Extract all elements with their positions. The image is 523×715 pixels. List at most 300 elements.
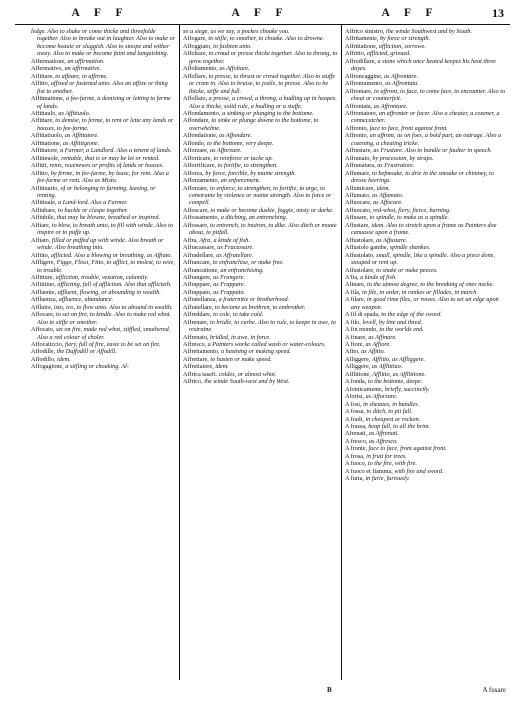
headword: Affritto, (345, 50, 366, 58)
dictionary-entry (183, 356, 338, 363)
definition: Afra, a kinde of fish. (199, 236, 250, 244)
headword: Afforza, (183, 169, 204, 177)
dictionary-entry (183, 259, 338, 266)
dictionary-entry (183, 222, 338, 237)
headword: A frosa, (345, 452, 365, 460)
definition: to enforce, to strengthen, to fortifie, to urge, to constraine by violence or maine strength. Also to force or compell. (189, 184, 332, 207)
definition: to croud or presse thicke together. Also to throng, to grow together. (189, 50, 338, 65)
definition: to affront, to face, to come face, to encounter. Also to cheat or counterfeit. (351, 87, 506, 103)
column-right (345, 28, 508, 680)
dictionary-entry (345, 334, 508, 341)
dictionary-entry (31, 95, 176, 110)
headword: Afito, (345, 348, 360, 356)
definition: to ditch, to pit fall. (366, 408, 413, 416)
headword: Affittatore, (31, 147, 59, 155)
definition: rents, reuenewes or profits of lands or houses. (49, 162, 164, 170)
headword: Affiubare, (31, 206, 57, 214)
dictionary-entry (31, 348, 176, 355)
headword: Affodille, (31, 348, 56, 356)
definition: to affeare, to affirme. (55, 72, 108, 80)
definition: to make or become duskie, foggie, misty or darke. (210, 206, 334, 214)
dictionary-entry (183, 311, 338, 318)
definition: as Affondare. (218, 132, 252, 140)
dictionary-entry (31, 326, 176, 341)
definition: as Affittuolo. (58, 109, 91, 117)
headword: Affiubile, (31, 214, 56, 222)
definition: Figgo, Flissi, Fitto, to afflict, to molest, to vexe, to trouble. (37, 259, 175, 274)
headword: Affermatione, (31, 57, 66, 65)
definition: as Affrontare. (373, 102, 408, 110)
definition: to stifle, to smother, to choake. Also to drowne. (208, 35, 325, 43)
dictionary-entry (183, 43, 338, 50)
definition: as Frappato. (213, 288, 246, 296)
dictionary-entry (345, 311, 508, 318)
definition: so a siege, as we say, a pockes choake you. (183, 28, 290, 35)
dictionary-entry (345, 393, 508, 400)
dictionary-entry (31, 155, 176, 162)
headword: Affronto, (345, 132, 369, 140)
definition: to cole, to take cold. (213, 311, 264, 319)
definition: a Painters worke called wash or water-colours. (207, 341, 326, 349)
column-left (31, 28, 176, 680)
headword: Affustolare, (345, 266, 375, 274)
definition: a kinde of fish. (360, 273, 397, 281)
headword: Afinare, (345, 281, 366, 289)
headword: Affuocare, (345, 199, 372, 207)
headword: Affresco, (183, 341, 207, 349)
page-header (15, 6, 510, 24)
dictionary-entry (345, 408, 508, 415)
dictionary-entry (345, 147, 508, 154)
definition: that may be blowne, breathed or inspired. (56, 214, 161, 222)
dictionary-entry (345, 73, 508, 80)
dictionary-entry (31, 363, 176, 370)
dictionary-entry (31, 296, 176, 303)
definition: the winde South-west and by West. (204, 378, 290, 386)
definition: as Affitto. (361, 348, 386, 356)
dictionary-entry (345, 214, 508, 221)
headword: Affrancatione, (183, 266, 219, 274)
dictionary-entry (31, 132, 176, 139)
definition: in good rime files, or rowes. Also to set an edge upon any weapon. (351, 296, 499, 311)
definition: the Daffodill or Affodill. (56, 348, 117, 356)
headword: A fronte, (345, 445, 367, 453)
headword: Affrancare, (183, 259, 212, 267)
definition: the winde Southwest and by South. (385, 28, 472, 35)
dictionary-entry (345, 475, 508, 482)
headword: Affrappato, (183, 288, 212, 296)
headword: Affitti, (31, 162, 48, 170)
dictionary-entry (345, 274, 508, 281)
dictionary-entry (183, 28, 338, 35)
dictionary-entry (345, 155, 508, 162)
dictionary-entry (183, 371, 338, 378)
dictionary-entry (345, 453, 508, 460)
dictionary-entry (345, 192, 508, 199)
headword: Affittuario, (31, 184, 59, 192)
dictionary-entry (345, 416, 508, 423)
headword: Affra, (183, 236, 198, 244)
headword: Affrunato, (345, 154, 371, 162)
dictionary-entry (31, 207, 176, 214)
definition: idem. (215, 363, 229, 371)
definition: as Frustratore. (377, 162, 415, 170)
dictionary-entry (345, 222, 508, 237)
definition: an affirmative. (64, 65, 102, 73)
dictionary-entry (183, 304, 338, 311)
headword: A filare, (345, 296, 366, 304)
dictionary-entry (31, 252, 176, 259)
definition: by procession, by straps. (372, 154, 434, 162)
dictionary-entry (31, 214, 176, 221)
headword: A fil di spada, (345, 311, 380, 319)
dictionary-entry (31, 117, 176, 132)
headword: Affittaulo, (31, 109, 57, 117)
headword: Affuocato, (345, 206, 372, 214)
definition: afflicted, grieued. (366, 50, 411, 58)
dictionary-entry (31, 356, 176, 363)
definition: as Affrenati. (368, 430, 399, 438)
headword: Affogagione, (31, 363, 64, 371)
headword: Affumato, (345, 191, 371, 199)
definition: to the bottome, deepe. (367, 378, 423, 386)
definition: to fashion unto. (213, 42, 252, 50)
dictionary-entry (31, 73, 176, 80)
headword: Affondare, (183, 117, 210, 125)
dictionary-entry (345, 103, 508, 110)
dictionary-entry (183, 289, 338, 296)
definition: a Farmer, a Landlord. Also a tenent of lands. (60, 147, 172, 155)
dictionary-entry (345, 326, 508, 333)
definition: afflicted. Also a blowing or breathing, as Affiato. (50, 251, 173, 259)
headword: Afforzare, (183, 184, 209, 192)
definition: bridled, in awe, in force. (210, 333, 271, 341)
definition: a ditching, an entrenching. (220, 214, 288, 222)
dictionary-entry (345, 28, 508, 35)
headword: Affustolo gambe, (345, 244, 389, 252)
dictionary-entry (345, 267, 508, 274)
dictionary-entry (345, 207, 508, 214)
headword: Affoggiato, (183, 42, 212, 50)
headword: Affocare, (31, 311, 55, 319)
headword: Afforticare, (183, 154, 212, 162)
headword: Affustolare, (345, 236, 375, 244)
page-footer (15, 686, 510, 700)
definition: rentable, that is or may be let or rented. (61, 154, 160, 162)
headword: Affittatione, (31, 139, 62, 147)
headword: Affluire, (31, 303, 53, 311)
definition: to hasten or make speed. (210, 355, 272, 363)
definition: in fruit for trees. (366, 452, 407, 460)
headword: A fin mondo, (345, 326, 378, 334)
definition: set on fire, made red whot, stiffled, smothered. Also a red colour of choler. (37, 326, 171, 341)
dictionary-entry (183, 267, 338, 274)
headword: A fonda, (345, 378, 367, 386)
definition: as Affocare. (373, 199, 403, 207)
definition: idem. Also to stretch upon a frame as Painters doe canuasse upon a frame. (351, 221, 497, 237)
dictionary-entry (345, 110, 508, 125)
dictionary-entry (31, 222, 176, 237)
definition: in furie, furiously. (365, 475, 410, 483)
headword: Affrettatore, (183, 363, 214, 371)
definition: a stifling or choaking. Al- (65, 363, 129, 371)
definition: with fire and sword. (394, 467, 444, 475)
dictionary-entry (345, 348, 508, 355)
dictionary-entry (183, 274, 338, 281)
definition: as Affittigione. (62, 139, 100, 147)
running-head-center: A F F (231, 7, 289, 19)
headword: Affrica taseft. (183, 370, 218, 378)
headword: Affittatiuolo, (31, 132, 64, 140)
headword: Affocato, (31, 326, 55, 334)
headword: Affitto, (31, 80, 50, 88)
headword: Affollare, (183, 72, 208, 80)
headword: Affligere, (31, 259, 56, 267)
dictionary-entry (31, 281, 176, 288)
headword: Affondamento, (183, 109, 221, 117)
headword: Affrangere, (183, 273, 212, 281)
dictionary-entry (31, 58, 176, 65)
headword: Affrico sinistro, (345, 28, 385, 35)
column-rule-1 (179, 24, 180, 680)
dictionary-entry (345, 423, 508, 430)
dictionary-entry (345, 460, 508, 467)
headword: A fuoco, (345, 460, 367, 468)
headword: Affittare, (31, 117, 54, 125)
headword: Affratellanza, (183, 296, 218, 304)
column-rule-2 (341, 24, 342, 680)
dictionary-entry (31, 28, 176, 58)
definition: to demise, to ferme, to rent or lette any lands or houses, to fee-farme. (37, 117, 174, 132)
headword: Affoscare, (183, 206, 209, 214)
headword: Affiittiuo, (31, 281, 56, 289)
dictionary-entry (345, 199, 508, 206)
dictionary-entry (183, 132, 338, 139)
dictionary-entry (183, 147, 338, 154)
headword: Affitture, (31, 273, 55, 281)
headword: A fuoco et fiamma, (345, 467, 393, 475)
definition: an affirmation. (67, 57, 105, 65)
headword: Affittuale, (31, 199, 57, 207)
dictionary-entry (31, 140, 176, 147)
headword: Afrenati, (345, 430, 368, 438)
dictionary-entry (183, 35, 338, 42)
headword: Affusare, (345, 214, 369, 222)
dictionary-entry (345, 237, 508, 244)
definition: affluent, flowing, or abounding in wealth. (57, 288, 161, 296)
page-number: 13 (492, 6, 504, 20)
dictionary-entry (345, 401, 508, 408)
dictionary-entry (345, 170, 508, 185)
definition: as Afforzare. (365, 393, 398, 401)
definition: as Affumato. (372, 191, 404, 199)
definition: to fortifie, to strengthen. (217, 162, 278, 170)
dictionary-entry (183, 319, 338, 334)
dictionary-entry (345, 445, 508, 452)
dictionary-entry (31, 199, 176, 206)
dictionary-page (15, 6, 510, 706)
headword: Affrunatura, (345, 162, 376, 170)
dictionary-entry (183, 170, 338, 177)
dictionary-entry (183, 244, 338, 251)
definition: as Frappare. (213, 281, 246, 289)
definition: to the bottome, very deepe. (206, 139, 274, 147)
definition: to reinforce or tucke up. (213, 154, 273, 162)
dictionary-entry (183, 117, 338, 132)
definition: an affronter or facer. Also a cheater, a cozener, a connecatcher. (351, 109, 500, 125)
header-rule (15, 24, 510, 25)
dictionary-entry (31, 170, 176, 185)
headword: Affumicare, (345, 184, 375, 192)
definition: idem. (57, 355, 71, 363)
definition: to the edge of the sword. (381, 311, 442, 319)
dictionary-entry (183, 110, 338, 117)
dictionary-entry (345, 438, 508, 445)
definition: as Affratellare. (216, 251, 254, 259)
definition: fiery, full of fire, easie to be set on fire. (64, 341, 161, 349)
dictionary-entry (345, 58, 508, 73)
definition: a Land-lord. Also a Farmer. (58, 199, 128, 207)
dictionary-entry (31, 259, 176, 274)
dictionary-entry (345, 341, 508, 348)
running-head-left: A F F (71, 7, 129, 19)
headword: Affrettamento, (183, 348, 220, 356)
dictionary-entry (345, 244, 508, 251)
dictionary-entry (183, 207, 338, 214)
headword: Afforrificare, (183, 162, 217, 170)
headword: A fosi, (345, 400, 362, 408)
definition: a fee-farme, a demising or letting to ferme of lands. (37, 95, 171, 110)
definition: coldes, or almost whot. (218, 370, 277, 378)
dictionary-entry (31, 341, 176, 348)
headword: Affreddare, (183, 311, 212, 319)
headword: Affogare, (183, 35, 207, 43)
definition: ledge. Also to shake or come thicke and threefolde together. Also to breake out in laughter. Also to make or become heauie or sluggish. Also to stoope and wither away. Also to make or become faint and languishing. (31, 28, 176, 58)
definition: to bridle, to curbe. Also to rule, to keepe in awe, to restraine. (189, 318, 336, 334)
definition: spindle shankes. (389, 244, 431, 252)
definition: an enfranchising. (220, 266, 264, 274)
dictionary-entry (31, 311, 176, 326)
definition: as Afflittiuo. (371, 363, 403, 371)
dictionary-entry (183, 214, 338, 221)
definition: an affront, as on foes, a bold part, an outrage. Also a cozening, a cheating tricke. (351, 132, 502, 147)
headword: A finare, (345, 333, 367, 341)
definition: briefly, succinctly. (384, 385, 430, 393)
definition: Afflitto, as Affliggere. (371, 355, 426, 363)
definition: afflicting, full of affliction. Also that afflicteth. (57, 281, 172, 289)
definition: face to face, front against front. (369, 124, 448, 132)
headword: Affiato, (31, 236, 51, 244)
dictionary-entry (345, 430, 508, 437)
definition: to the utmost degree, to the breaking of ones necke. (367, 281, 494, 289)
dictionary-entry (183, 50, 338, 65)
dictionary-entry (345, 386, 508, 393)
headword: Affrappare, (183, 281, 212, 289)
headword: Affrodillare, (345, 57, 376, 65)
headword: Affradellare, (183, 251, 215, 259)
definition: to sinke or plunge downe to the bottome, to overwhelme. (189, 117, 319, 132)
headword: Affrenato, (183, 333, 209, 341)
headword: Afforzare, (183, 147, 209, 155)
definition: as Affrontare. (384, 72, 418, 80)
definition: in cheapest or reckon. (365, 415, 421, 423)
headword: A furia, (345, 475, 364, 483)
definition: as Affresco. (368, 437, 398, 445)
definition: a stone which once heated keepes his heat three dayes. (351, 57, 496, 73)
definition: levell, by line and thred. (362, 318, 423, 326)
dictionary-entry (31, 237, 176, 252)
dictionary-entry (183, 65, 338, 72)
dictionary-entry (31, 80, 176, 95)
dictionary-entry (345, 319, 508, 326)
headword: Afliggere, (345, 355, 371, 363)
definition: Afflitto, as Afflittione. (372, 370, 426, 378)
dictionary-entry (183, 185, 338, 207)
dictionary-entry (183, 348, 338, 355)
dictionary-entry (345, 43, 508, 50)
headword: Affronto, (345, 124, 369, 132)
dictionary-entry (183, 177, 338, 184)
definition: to snake or make peeces. (376, 266, 438, 274)
definition: to spindle, to make as a spindle. (369, 214, 450, 222)
headword: Affossamento, (183, 214, 220, 222)
definition: a sinking or plunging to the bottome. (222, 109, 314, 117)
definition: as Frustare. Also to bundle or faulter in speech. (373, 147, 492, 155)
definition: as Affrontata. (385, 80, 419, 88)
headword: Affoltamento, (183, 65, 218, 73)
definition: filled or puffed up with winde. Also breath or winde. Also breathing into. (37, 236, 164, 252)
dictionary-entry (345, 125, 508, 132)
headword: Affiare, (31, 221, 51, 229)
headword: Affratellare, (183, 303, 214, 311)
headword: Afforzamento, (183, 177, 220, 185)
dictionary-entry (345, 50, 508, 57)
headword: Affermativo, (31, 65, 64, 73)
headword: Affitteuole, (31, 154, 60, 162)
dictionary-entry (183, 341, 338, 348)
headword: Affrontata, (345, 102, 373, 110)
dictionary-entry (345, 289, 508, 296)
definition: to befmoake, to drie in the smoake or chimney, to dresse heerings. (351, 169, 494, 185)
headword: Affrenare, (183, 318, 209, 326)
headword: A fila, (345, 288, 361, 296)
dictionary-entry (183, 334, 338, 341)
definition: in sheaues, in bundles. (363, 400, 420, 408)
dictionary-entry (183, 378, 338, 385)
headword: Affustare, (345, 221, 370, 229)
headword: A fiore, (345, 341, 364, 349)
dictionary-entry (183, 155, 338, 162)
headword: Affracassare, (183, 244, 216, 252)
definition: as Affiore. (365, 341, 391, 349)
headword: Affrontare, (345, 87, 373, 95)
dictionary-entry (183, 363, 338, 370)
definition: by force, forcible, by maine strength. (205, 169, 296, 177)
definition: as Affoltare. (219, 65, 250, 73)
headword: A fresco, (345, 437, 368, 445)
headword: Affiito, (31, 251, 50, 259)
headword: Afflitione, (345, 370, 371, 378)
definition: isto, ico, to flow unto. Also to abound in wealth. (53, 303, 173, 311)
dictionary-entry (345, 162, 508, 169)
dictionary-entry (345, 132, 508, 147)
headword: Affronramento, (345, 80, 384, 88)
headword: Affritamente, (345, 35, 379, 43)
headword: Affoltare, (183, 50, 208, 58)
running-head-right: A F F (381, 7, 439, 19)
definition: to blow, to breath unto, to fill with winde. Also to inspire or to puffe up. (37, 221, 173, 237)
dictionary-entry (345, 371, 508, 378)
